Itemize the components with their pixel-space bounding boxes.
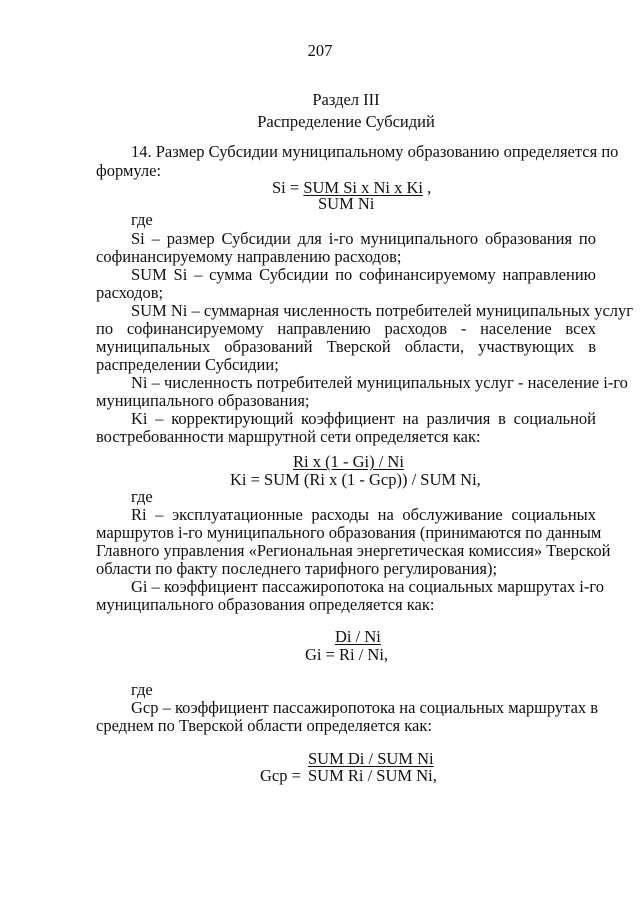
formula-gcp-lhs: Gср = [260,766,301,785]
section-heading: Раздел III [312,90,380,109]
gde-label-3: где [131,680,153,699]
def-ri-line-2: маршрутов i-го муниципального образования (принимаются по данным [96,523,602,542]
formula-ki-numerator-text: Ri x (1 - Gi) / Ni [293,452,404,471]
formula-gi-lhs: Gi = [305,645,335,664]
gde-label-1: где [131,210,153,229]
formula-ki-numerator [293,452,404,472]
formula-gcp-numerator-text: SUM Di / SUM Ni [308,749,434,768]
formula-gi-numerator-text: Di / Ni [335,627,381,646]
def-ki-line-2: востребованности маршрутной сети определяется как: [96,427,481,446]
def-gcp-line-2: среднем по Тверской области определяется как: [96,716,432,735]
section-header [96,90,596,132]
def-si-line-2: софинансируемому направлению расходов; [96,247,402,266]
def-si-line-1: Si – размер Субсидии для i-го муниципального образования по [131,229,596,248]
def-sumni-line-4: распределении Субсидии; [96,355,279,374]
page-number: 207 [307,41,333,60]
def-ni-line-1: Ni – численность потребителей муниципальных услуг - население i-го [131,373,628,392]
def-ri-line-1: Ri – эксплуатационные расходы на обслуживание социальных [131,505,596,524]
formula-gi-denominator: Ri / Ni, [339,645,389,664]
def-ni-line-2: муниципального образования; [96,391,310,410]
page-number-wrap [0,41,640,61]
def-sumsi-line-1: SUM Si – сумма Субсидии по софинансируемому направлению [131,265,596,284]
def-gi-line-1: Gi – коэффициент пассажиропотока на социальных маршрутах i-го [131,577,604,596]
gde-label-2: где [131,487,153,506]
def-ki-line-1: Ki – корректирующий коэффициент на различия в социальной [131,409,596,428]
formula-si-lhs: Si = [272,178,300,197]
def-sumni-line-1: SUM Ni – суммарная численность потребителей муниципальных услуг [131,301,634,320]
def-sumni-line-3: муниципальных образований Тверской области, участвующих в [96,337,596,356]
formula-gcp-denominator: SUM Ri / SUM Ni, [308,766,437,785]
def-gi-line-2: муниципального образования определяется как: [96,595,435,614]
def-ri-line-3: Главного управления «Региональная энергетическая комиссия» Тверской [96,541,611,560]
def-sumni-line-2: по софинансируемому направлению расходов - население всех [96,319,596,338]
formula-ki-lhs: Ki = [230,470,260,489]
formula-gi-numerator [335,627,381,647]
section-title: Распределение Субсидий [257,112,435,131]
def-ri-line-4: области по факту последнего тарифного регулирования); [96,559,498,578]
formula-si-numerator: SUM Si x Ni x Ki [303,178,423,197]
def-gcp-line-1: Gср – коэффициент пассажиропотока на социальных маршрутах в [131,698,599,717]
formula-si-denominator: SUM Ni [318,194,375,213]
formula-ki-denominator: SUM (Ri x (1 - Gср)) / SUM Ni, [264,470,481,489]
formula-si-tail: , [422,178,432,197]
paragraph-14-line-1: 14. Размер Субсидии муниципальному образованию определяется по [131,142,619,161]
def-sumsi-line-2: расходов; [96,283,164,302]
paragraph-14-line-2: формуле: [96,161,162,180]
